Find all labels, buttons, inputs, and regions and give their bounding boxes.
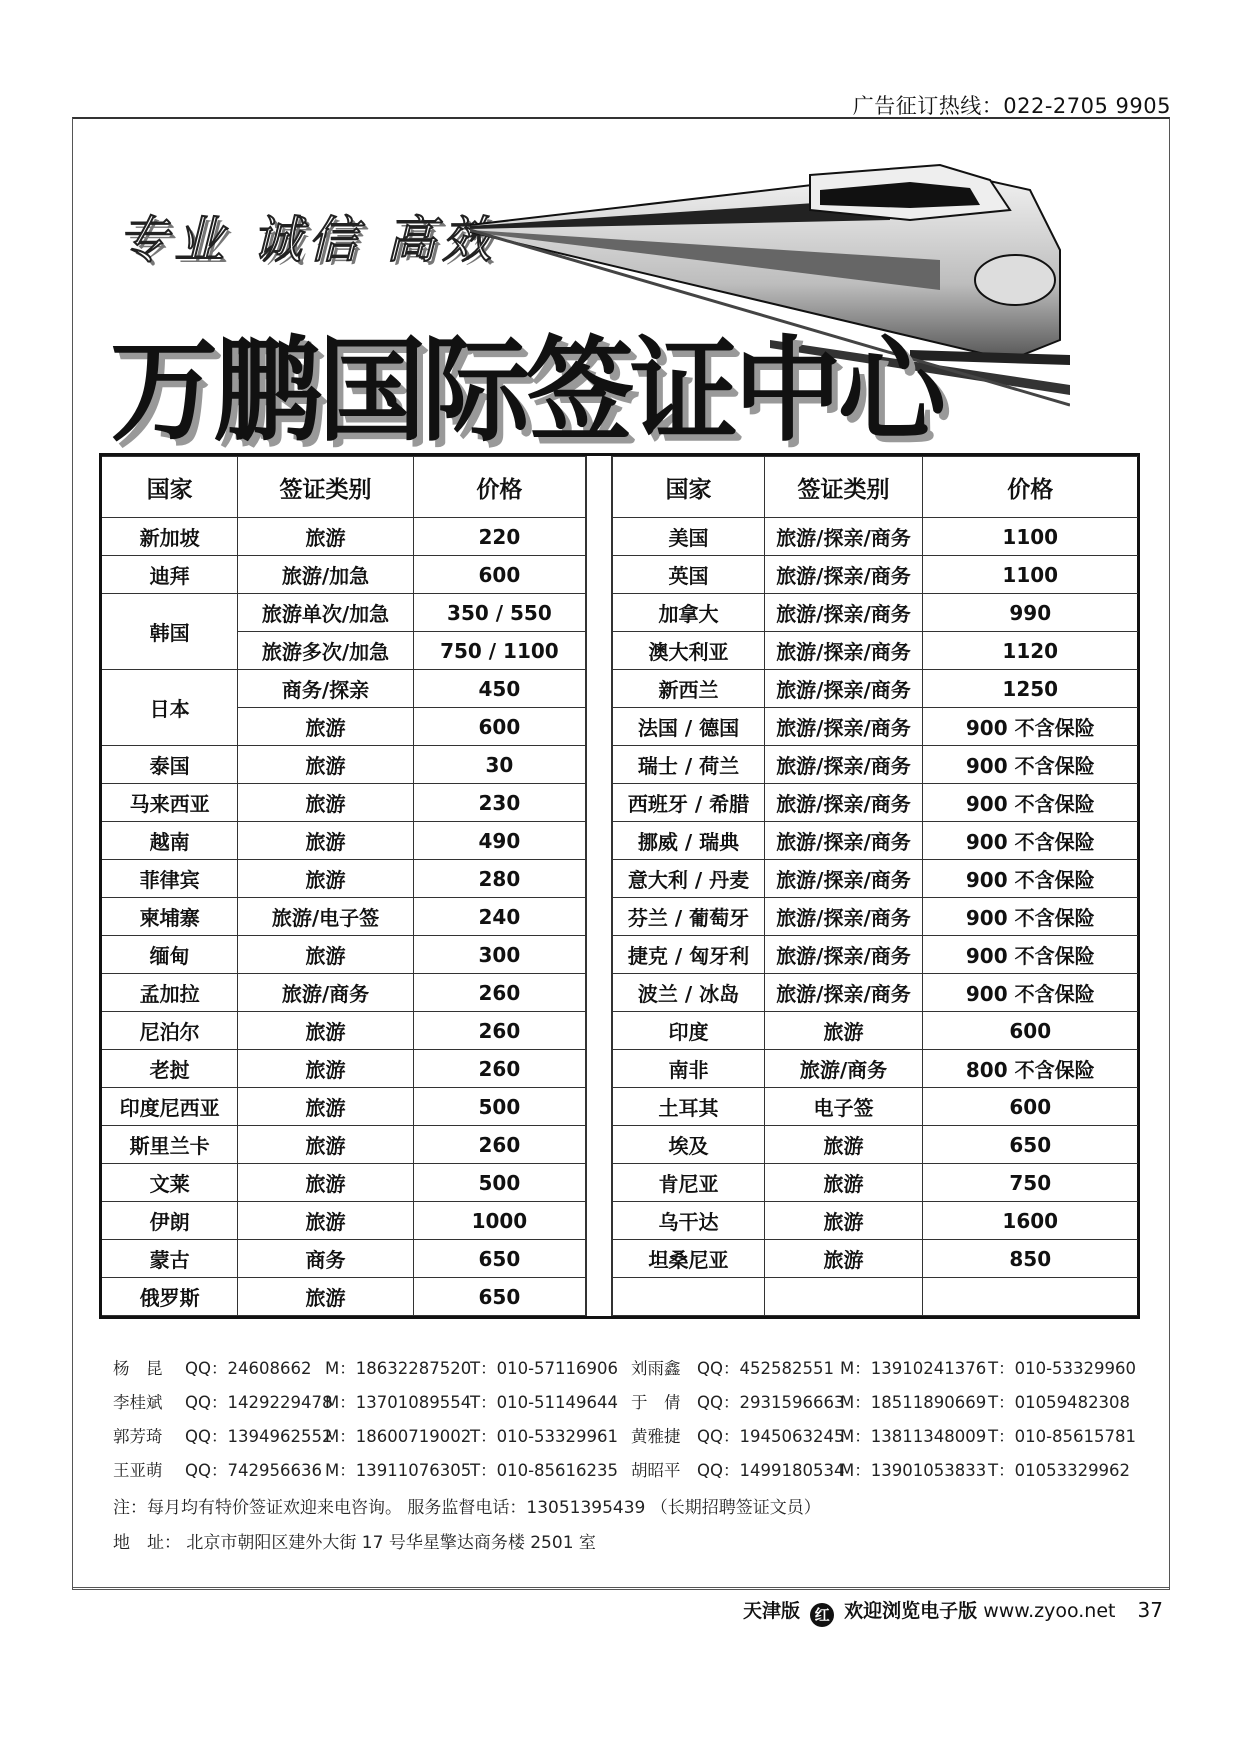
table-row — [102, 1164, 586, 1202]
table-row — [102, 556, 586, 594]
price: 1600 — [923, 1202, 1138, 1240]
country: 越南 — [102, 822, 238, 860]
contact-tel: T：010-51149644 — [470, 1393, 619, 1412]
price: 600 — [923, 1012, 1138, 1050]
country: 捷克 / 匈牙利 — [613, 936, 765, 974]
country: 英国 — [613, 556, 765, 594]
price: 260 — [413, 1126, 585, 1164]
red-logo-icon: 红 — [810, 1603, 834, 1627]
table-row — [102, 1126, 586, 1164]
contact-name: 胡昭平 — [631, 1461, 681, 1480]
country: 土耳其 — [613, 1088, 765, 1126]
country: 瑞士 / 荷兰 — [613, 746, 765, 784]
visa-type: 旅游/商务 — [238, 974, 414, 1012]
table-row — [102, 822, 586, 860]
price: 990 — [923, 594, 1138, 632]
visa-type: 旅游/探亲/商务 — [765, 860, 923, 898]
price: 850 — [923, 1240, 1138, 1278]
country: 加拿大 — [613, 594, 765, 632]
price: 240 — [413, 898, 585, 936]
slogan: 专业 诚信 高效 — [118, 211, 498, 269]
visa-type: 旅游/探亲/商务 — [765, 974, 923, 1012]
table-row — [102, 670, 586, 708]
table-row — [102, 1278, 586, 1316]
country: 乌干达 — [613, 1202, 765, 1240]
country: 新加坡 — [102, 518, 238, 556]
price: 30 — [413, 746, 585, 784]
visa-type: 旅游/探亲/商务 — [765, 784, 923, 822]
country: 泰国 — [102, 746, 238, 784]
contact-tel: T：010-53329961 — [470, 1427, 619, 1446]
contact-name: 郭芳琦 — [113, 1427, 163, 1446]
country — [613, 1278, 765, 1316]
price: 650 — [923, 1126, 1138, 1164]
country: 马来西亚 — [102, 784, 238, 822]
price: 500 — [413, 1164, 585, 1202]
country: 斯里兰卡 — [102, 1126, 238, 1164]
visa-type: 旅游/探亲/商务 — [765, 898, 923, 936]
contact-mobile: M：13811348009 — [840, 1427, 987, 1446]
contact-name: 于 倩 — [631, 1393, 681, 1412]
country: 迪拜 — [102, 556, 238, 594]
table-row — [613, 1012, 1138, 1050]
contact-qq: QQ：1429229478 — [185, 1393, 333, 1412]
visa-type: 旅游/电子签 — [238, 898, 414, 936]
price: 350 / 550 — [413, 594, 585, 632]
country: 印度 — [613, 1012, 765, 1050]
visa-price-table — [99, 453, 1140, 1319]
page-number: 37 — [1137, 1598, 1163, 1622]
country: 新西兰 — [613, 670, 765, 708]
table-row — [102, 898, 586, 936]
visa-type: 旅游/探亲/商务 — [765, 594, 923, 632]
visa-type: 旅游 — [238, 860, 414, 898]
country: 印度尼西亚 — [102, 1088, 238, 1126]
header-visa-type: 签证类别 — [765, 457, 923, 518]
visa-type: 旅游/探亲/商务 — [765, 670, 923, 708]
visa-type: 商务/探亲 — [238, 670, 414, 708]
table-row — [613, 518, 1138, 556]
table-row — [613, 594, 1138, 632]
contact-qq: QQ：24608662 — [185, 1359, 312, 1378]
price: 1120 — [923, 632, 1138, 670]
table-row — [613, 860, 1138, 898]
contact-name: 王亚萌 — [113, 1461, 163, 1480]
visa-type: 旅游 — [765, 1012, 923, 1050]
table-row — [102, 860, 586, 898]
visa-type: 旅游/加急 — [238, 556, 414, 594]
country: 芬兰 / 葡萄牙 — [613, 898, 765, 936]
header-price: 价格 — [923, 457, 1138, 518]
visa-type: 旅游 — [238, 746, 414, 784]
country: 文莱 — [102, 1164, 238, 1202]
price: 650 — [413, 1240, 585, 1278]
table-row — [613, 556, 1138, 594]
price: 900 不含保险 — [923, 708, 1138, 746]
table-row — [613, 1240, 1138, 1278]
country: 孟加拉 — [102, 974, 238, 1012]
contact-tel: T：010-53329960 — [988, 1359, 1137, 1378]
table-row — [613, 670, 1138, 708]
visa-type: 旅游 — [238, 1126, 414, 1164]
table-row — [613, 822, 1138, 860]
price: 300 — [413, 936, 585, 974]
price: 490 — [413, 822, 585, 860]
contact-tel: T：01053329962 — [988, 1461, 1131, 1480]
table-row — [102, 974, 586, 1012]
price: 500 — [413, 1088, 585, 1126]
visa-type: 旅游 — [238, 1012, 414, 1050]
price: 900 不含保险 — [923, 746, 1138, 784]
table-row — [613, 974, 1138, 1012]
table-row — [102, 1202, 586, 1240]
contact-qq: QQ：1394962552 — [185, 1427, 333, 1446]
price: 1100 — [923, 556, 1138, 594]
table-row — [613, 936, 1138, 974]
contact-tel: T：010-57116906 — [470, 1359, 619, 1378]
visa-type: 旅游单次/加急 — [238, 594, 414, 632]
price: 900 不含保险 — [923, 784, 1138, 822]
country: 埃及 — [613, 1126, 765, 1164]
table-row — [102, 1012, 586, 1050]
price: 600 — [923, 1088, 1138, 1126]
welcome-text: 欢迎浏览电子版 — [844, 1600, 978, 1622]
price: 800 不含保险 — [923, 1050, 1138, 1088]
contact-mobile: M：13911076305 — [325, 1461, 472, 1480]
header-country: 国家 — [102, 457, 238, 518]
contact-qq: QQ：1945063245 — [697, 1427, 845, 1446]
table-row — [102, 784, 586, 822]
price — [923, 1278, 1138, 1316]
visa-type: 旅游/探亲/商务 — [765, 822, 923, 860]
footer-divider — [72, 1587, 1170, 1588]
visa-type: 旅游 — [765, 1126, 923, 1164]
contact-name: 杨 昆 — [113, 1359, 163, 1378]
price: 220 — [413, 518, 585, 556]
country: 澳大利亚 — [613, 632, 765, 670]
visa-type: 旅游 — [765, 1202, 923, 1240]
country: 韩国 — [102, 594, 238, 670]
contact-tel: T：01059482308 — [988, 1393, 1131, 1412]
header-price: 价格 — [413, 457, 585, 518]
header-visa-type: 签证类别 — [238, 457, 414, 518]
visa-type: 旅游 — [238, 1164, 414, 1202]
visa-type: 旅游/探亲/商务 — [765, 632, 923, 670]
price: 260 — [413, 974, 585, 1012]
table-row — [102, 1050, 586, 1088]
table-row — [613, 898, 1138, 936]
price: 230 — [413, 784, 585, 822]
table-row — [102, 518, 586, 556]
country: 老挝 — [102, 1050, 238, 1088]
table-row — [613, 1050, 1138, 1088]
contact-mobile: M：13910241376 — [840, 1359, 987, 1378]
website-link[interactable]: www.zyoo.net — [983, 1600, 1116, 1622]
visa-type: 旅游/商务 — [765, 1050, 923, 1088]
visa-type: 旅游 — [765, 1164, 923, 1202]
contact-mobile: M：18600719002 — [325, 1427, 472, 1446]
country: 西班牙 / 希腊 — [613, 784, 765, 822]
visa-type: 旅游 — [238, 822, 414, 860]
contact-qq: QQ：2931596663 — [697, 1393, 845, 1412]
price: 750 / 1100 — [413, 632, 585, 670]
contact-tel: T：010-85616235 — [470, 1461, 619, 1480]
table-row — [613, 1164, 1138, 1202]
country: 日本 — [102, 670, 238, 746]
contact-qq: QQ：1499180534 — [697, 1461, 845, 1480]
price: 900 不含保险 — [923, 936, 1138, 974]
contact-mobile: M：18632287520 — [325, 1359, 472, 1378]
address: 地 址： 北京市朝阳区建外大街 17 号华星擎达商务楼 2501 室 — [113, 1533, 596, 1553]
price: 900 不含保险 — [923, 822, 1138, 860]
country: 挪威 / 瑞典 — [613, 822, 765, 860]
visa-type: 旅游 — [238, 1278, 414, 1316]
country: 伊朗 — [102, 1202, 238, 1240]
visa-type: 旅游 — [238, 518, 414, 556]
price: 900 不含保险 — [923, 974, 1138, 1012]
country: 菲律宾 — [102, 860, 238, 898]
price: 280 — [413, 860, 585, 898]
visa-table-right — [612, 456, 1138, 1316]
table-row — [102, 746, 586, 784]
special-offer-note: 注：每月均有特价签证欢迎来电咨询。 服务监督电话：13051395439 （长期招聘签证文员） — [113, 1498, 821, 1518]
visa-type: 旅游 — [238, 1088, 414, 1126]
visa-type: 旅游/探亲/商务 — [765, 746, 923, 784]
table-row — [613, 708, 1138, 746]
table-row — [613, 632, 1138, 670]
table-row — [102, 936, 586, 974]
ad-hotline: 广告征订热线：022-2705 9905 — [852, 94, 1171, 118]
country: 坦桑尼亚 — [613, 1240, 765, 1278]
country: 美国 — [613, 518, 765, 556]
visa-type: 旅游 — [238, 1050, 414, 1088]
table-row — [613, 1202, 1138, 1240]
table-row — [102, 1240, 586, 1278]
visa-type: 旅游/探亲/商务 — [765, 518, 923, 556]
country: 蒙古 — [102, 1240, 238, 1278]
table-row — [613, 1278, 1138, 1316]
price: 1250 — [923, 670, 1138, 708]
visa-type: 旅游 — [238, 708, 414, 746]
country: 俄罗斯 — [102, 1278, 238, 1316]
price: 900 不含保险 — [923, 860, 1138, 898]
price: 600 — [413, 708, 585, 746]
price: 650 — [413, 1278, 585, 1316]
table-row — [102, 1088, 586, 1126]
visa-type: 旅游多次/加急 — [238, 632, 414, 670]
visa-type: 电子签 — [765, 1088, 923, 1126]
visa-type: 旅游 — [765, 1240, 923, 1278]
country: 柬埔寨 — [102, 898, 238, 936]
price: 260 — [413, 1012, 585, 1050]
country: 意大利 / 丹麦 — [613, 860, 765, 898]
contact-qq: QQ：742956636 — [185, 1461, 322, 1480]
table-row — [613, 746, 1138, 784]
country: 波兰 / 冰岛 — [613, 974, 765, 1012]
contact-name: 刘雨鑫 — [631, 1359, 681, 1378]
contact-qq: QQ：452582551 — [697, 1359, 834, 1378]
visa-type: 旅游 — [238, 936, 414, 974]
contact-tel: T：010-85615781 — [988, 1427, 1137, 1446]
table-row — [613, 784, 1138, 822]
page-footer — [743, 1596, 1163, 1627]
price: 750 — [923, 1164, 1138, 1202]
visa-type: 旅游 — [238, 1202, 414, 1240]
visa-table-left — [102, 456, 586, 1316]
price: 600 — [413, 556, 585, 594]
table-divider — [586, 456, 612, 1316]
visa-type: 旅游/探亲/商务 — [765, 936, 923, 974]
table-row — [102, 594, 586, 632]
country: 南非 — [613, 1050, 765, 1088]
edition-label: 天津版 — [743, 1600, 801, 1622]
visa-type: 商务 — [238, 1240, 414, 1278]
price: 1000 — [413, 1202, 585, 1240]
country: 肯尼亚 — [613, 1164, 765, 1202]
price: 450 — [413, 670, 585, 708]
price: 260 — [413, 1050, 585, 1088]
visa-type: 旅游 — [238, 784, 414, 822]
visa-type: 旅游/探亲/商务 — [765, 556, 923, 594]
visa-type: 旅游/探亲/商务 — [765, 708, 923, 746]
price: 900 不含保险 — [923, 898, 1138, 936]
visa-type — [765, 1278, 923, 1316]
contact-mobile: M：18511890669 — [840, 1393, 987, 1412]
table-row — [613, 1126, 1138, 1164]
brand-title: 万鹏国际签证中心 — [110, 326, 943, 458]
contact-name: 黄雅捷 — [631, 1427, 681, 1446]
contact-mobile: M：13901053833 — [840, 1461, 987, 1480]
country: 法国 / 德国 — [613, 708, 765, 746]
country: 尼泊尔 — [102, 1012, 238, 1050]
country: 缅甸 — [102, 936, 238, 974]
table-row — [613, 1088, 1138, 1126]
price: 1100 — [923, 518, 1138, 556]
contact-mobile: M：13701089554 — [325, 1393, 472, 1412]
contact-name: 李桂斌 — [113, 1393, 163, 1412]
header-country: 国家 — [613, 457, 765, 518]
